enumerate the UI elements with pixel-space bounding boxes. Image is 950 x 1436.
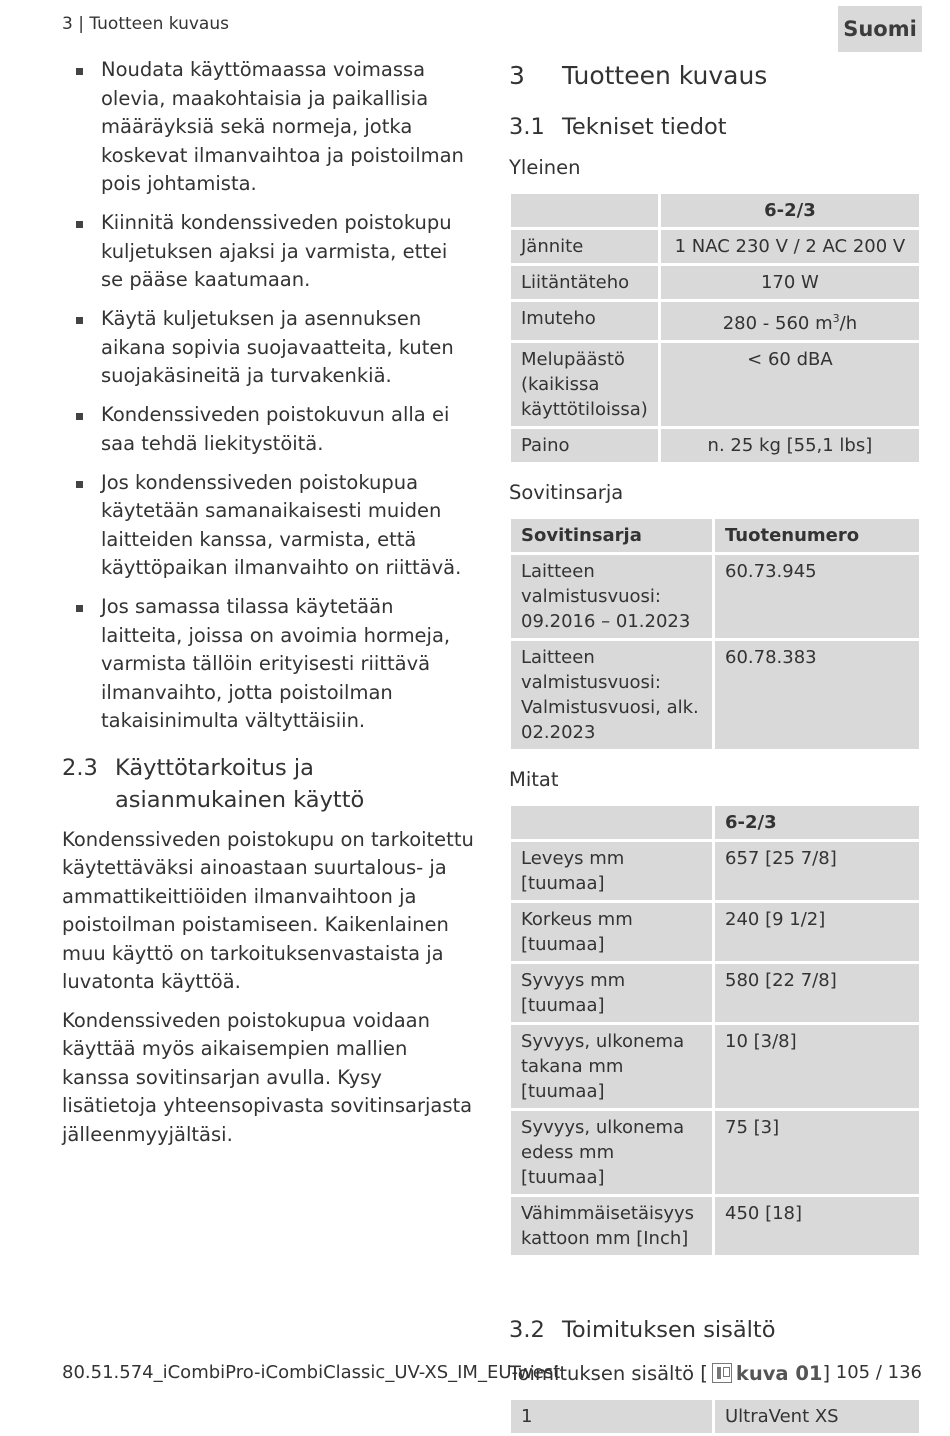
list-item: Kondenssiveden poistokuvun alla ei saa tehdä liekitystöitä. — [62, 401, 474, 458]
table-cell-label: Laitteen valmistusvuosi: Valmistusvuosi, alk. 02.2023 — [511, 641, 712, 749]
table-row — [511, 964, 919, 1022]
right-column — [509, 56, 922, 1436]
paragraph: Kondenssiveden poistokupua voidaan käyttää myös aikaisempien mallien kanssa sovitinsarjan avulla. Kysy lisätietoja yhteensopivasta sovitinsarjasta jälleenmyyjältäsi. — [62, 1008, 473, 1146]
list-item: Kiinnitä kondenssiveden poistokupu kuljetuksen ajaksi ja varmista, ettei se pääse kaatumaan. — [62, 209, 474, 295]
table-cell-value: 10 [3/8] — [715, 1025, 919, 1108]
list-item: Jos samassa tilassa käytetään laitteita, joissa on avoimia hormeja, varmista tällöin erityisesti riittävä ilmanvaihto, jotta poistoilman takaisinimulta vältyttäisiin. — [62, 593, 474, 736]
table-cell-value: 450 [18] — [715, 1197, 919, 1255]
table-header-row — [511, 806, 919, 839]
section-heading-3-2: 3.2 Toimituksen sisältö — [509, 1317, 776, 1343]
table-row — [511, 1197, 919, 1255]
table-cell-item: UltraVent XS — [715, 1400, 919, 1433]
table-row — [511, 555, 919, 638]
table-cell-value: 657 [25 7/8] — [715, 842, 919, 900]
adapter-table — [508, 516, 922, 752]
table-cell-label: Melupäästö (kaikissa käyttötiloissa) — [511, 343, 658, 426]
bullet-square-icon — [76, 605, 83, 612]
table-cell-label: Jännite — [511, 230, 658, 263]
table-row — [511, 1111, 919, 1194]
table-header-cell: Sovitinsarja — [511, 519, 712, 552]
table-header-row — [511, 519, 919, 552]
table-row — [511, 429, 919, 462]
table-cell-value: 1 NAC 230 V / 2 AC 200 V — [661, 230, 919, 263]
table-cell-value: 170 W — [661, 266, 919, 299]
bullet-square-icon — [76, 317, 83, 324]
table-row — [511, 1400, 919, 1433]
table-header-cell: 6-2/3 — [715, 806, 919, 839]
subheading-dimensions: Mitat — [509, 768, 559, 791]
table-row — [511, 230, 919, 263]
table-cell-label: Leveys mm [tuumaa] — [511, 842, 712, 900]
table-row — [511, 842, 919, 900]
table-row — [511, 343, 919, 426]
list-item: Käytä kuljetuksen ja asennuksen aikana sopivia suojavaatteita, kuten suojakäsineitä ja turvakenkiä. — [62, 305, 474, 391]
table-row — [511, 1025, 919, 1108]
table-cell-label: Vähimmäisetäisyys kattoon mm [Inch] — [511, 1197, 712, 1255]
table-cell-label: Syvyys, ulkonema edess mm [tuumaa] — [511, 1111, 712, 1194]
general-specs-table — [508, 191, 922, 465]
footer-page-number: 105 / 136 — [835, 1362, 922, 1383]
table-cell-label: Laitteen valmistusvuosi: 09.2016 – 01.2023 — [511, 555, 712, 638]
delivery-table — [508, 1397, 922, 1436]
bullet-square-icon — [76, 68, 83, 75]
table-header-cell: 6-2/3 — [661, 194, 919, 227]
safety-bullet-list — [62, 56, 474, 736]
table-header-row — [511, 194, 919, 227]
language-tab: Suomi — [838, 6, 922, 52]
paragraph: Kondenssiveden poistokupu on tarkoitettu käytettäväksi ainoastaan suurtalous- ja ammattikeittiöiden ilmanvaihtoon ja poistoilman poistamiseen. Kaikenlainen muu käyttö on tarkoituksenvastaista ja luvatonta käyttöä. — [62, 827, 474, 993]
table-header-cell — [511, 194, 658, 227]
table-row — [511, 302, 919, 340]
table-header-cell — [511, 806, 712, 839]
section-heading-3: 3 Tuotteen kuvaus — [509, 61, 768, 90]
table-cell-label: Paino — [511, 429, 658, 462]
table-cell-value: 75 [3] — [715, 1111, 919, 1194]
table-cell-label: Syvyys, ulkonema takana mm [tuumaa] — [511, 1025, 712, 1108]
running-head: 3 | Tuotteen kuvaus — [62, 14, 229, 34]
bullet-square-icon — [76, 413, 83, 420]
figure-reference-icon — [712, 1363, 732, 1383]
table-cell-label: Syvyys mm [tuumaa] — [511, 964, 712, 1022]
bullet-square-icon — [76, 481, 83, 488]
table-cell-value: n. 25 kg [55,1 lbs] — [661, 429, 919, 462]
section-heading-3-1: 3.1 Tekniset tiedot — [509, 114, 727, 140]
table-cell-value: 60.73.945 — [715, 555, 919, 638]
table-cell-label: Liitäntäteho — [511, 266, 658, 299]
dimensions-table — [508, 803, 922, 1258]
table-cell-label: Imuteho — [511, 302, 658, 340]
table-cell-value: < 60 dBA — [661, 343, 919, 426]
list-item: Noudata käyttömaassa voimassa olevia, maakohtaisia ja paikallisia määräyksiä sekä normeja, jotka koskevat ilmanvaihtoa ja poistoilman pois johtamista. — [62, 56, 474, 199]
bullet-square-icon — [76, 221, 83, 228]
subheading-adapter: Sovitinsarja — [509, 481, 624, 504]
table-cell-value: 240 [9 1/2] — [715, 903, 919, 961]
left-column — [62, 56, 474, 1159]
table-cell-qty: 1 — [511, 1400, 712, 1433]
table-row — [511, 641, 919, 749]
table-cell-value: 280 - 560 $m^3/h$ — [661, 302, 919, 340]
table-cell-value: 580 [22 7/8] — [715, 964, 919, 1022]
table-row — [511, 266, 919, 299]
table-cell-value: 60.78.383 — [715, 641, 919, 749]
figure-link[interactable]: kuva 01 — [735, 1362, 823, 1385]
section-heading-2-3: 2.3 Käyttötarkoitus ja asianmukainen käyttö — [62, 754, 365, 813]
subheading-delivery: Toimituksen sisältö [ kuva 01] — [509, 1362, 831, 1385]
footer-document-id: 80.51.574_iCombiPro-iCombiClassic_UV-XS_IM_EU-west — [62, 1362, 561, 1383]
table-header-cell: Tuotenumero — [715, 519, 919, 552]
table-cell-label: Korkeus mm [tuumaa] — [511, 903, 712, 961]
list-item: Jos kondenssiveden poistokupua käytetään samanaikaisesti muiden laitteiden kanssa, varmista, että käyttöpaikan ilmanvaihto on riittävä. — [62, 469, 474, 583]
table-row — [511, 903, 919, 961]
subheading-general: Yleinen — [509, 156, 581, 179]
